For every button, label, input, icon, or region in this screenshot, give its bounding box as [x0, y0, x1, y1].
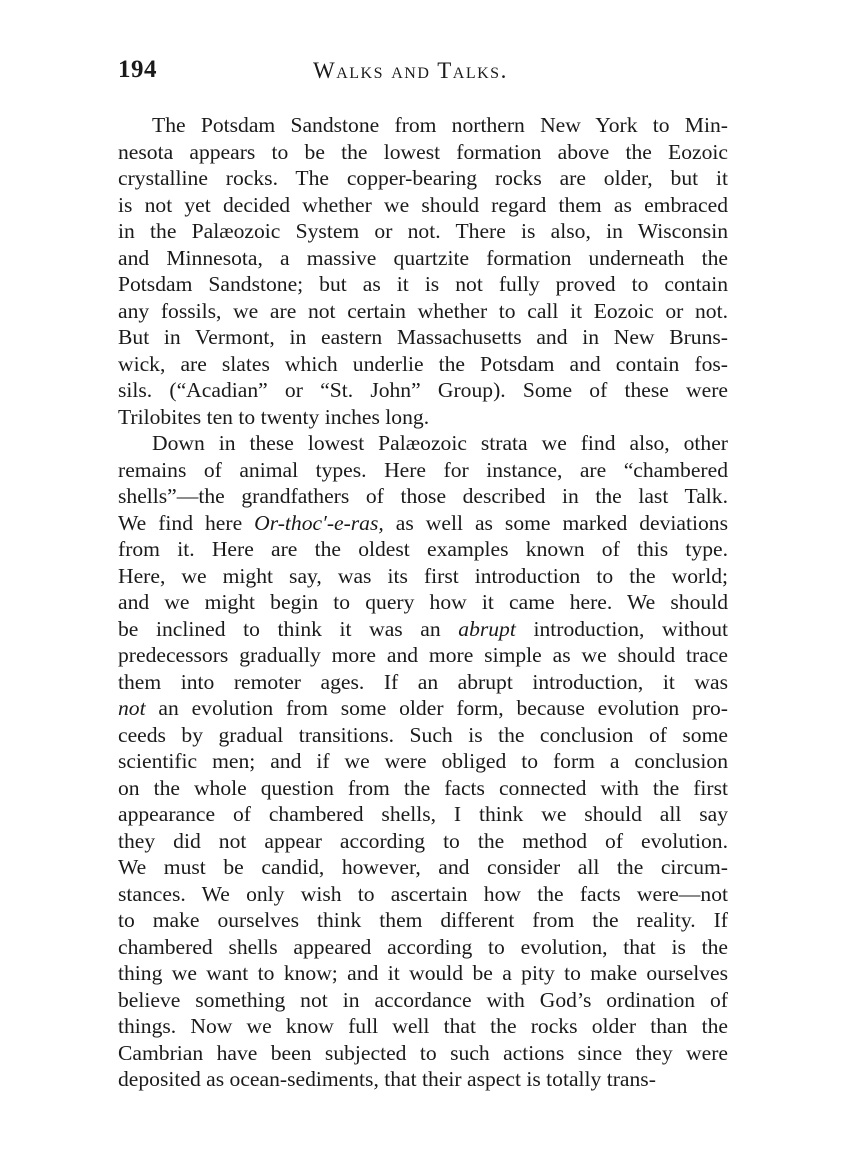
- text-line: from it. Here are the oldest examples known of this type.: [118, 537, 728, 561]
- text-line: sils. (“Acadian” or “St. John” Group). Some of these were: [118, 378, 728, 402]
- text-line: Here, we might say, was its first introduction to the world;: [118, 563, 728, 588]
- text-line: [118, 695, 728, 722]
- text-run: as well as some marked deviations: [383, 510, 728, 535]
- text-line: appearance of chambered shells, I think we should all say: [118, 802, 728, 826]
- page-number: 194: [118, 56, 157, 83]
- text-line: they did not appear according to the method of evolution.: [118, 828, 728, 853]
- paragraph: [118, 112, 728, 430]
- text-line: is not yet decided whether we should regard them as embraced: [118, 192, 728, 217]
- text-line: shells”—the grandfathers of those described in the last Talk.: [118, 484, 728, 508]
- paragraph: [118, 430, 728, 1093]
- italic-text: Or-thoc′-e-ras,: [254, 510, 384, 535]
- text-line: scientific men; and if we were obliged to form a conclusion: [118, 749, 728, 773]
- text-line: stances. We only wish to ascertain how the facts were—not: [118, 881, 728, 906]
- text-line: things. Now we know full well that the rocks older than the: [118, 1014, 728, 1038]
- text-line: chambered shells appeared according to evolution, that is the: [118, 934, 728, 959]
- text-line: believe something not in accordance with God’s ordination of: [118, 987, 728, 1012]
- text-line: Down in these lowest Palæozoic strata we find also, other: [152, 431, 728, 455]
- text-line: Trilobites ten to twenty inches long.: [118, 404, 430, 429]
- text-line: We must be candid, however, and consider all the circum-: [118, 855, 728, 879]
- running-head: Walks and Talks.: [313, 58, 508, 83]
- text-line: [118, 510, 728, 537]
- text-line: crystalline rocks. The copper-bearing rocks are older, but it: [118, 166, 728, 190]
- body-text: [118, 112, 728, 1093]
- text-line: The Potsdam Sandstone from northern New York to Min-: [152, 113, 728, 137]
- text-line: and Minnesota, a massive quartzite formation underneath the: [118, 245, 728, 270]
- text-line: Potsdam Sandstone; but as it is not fully proved to contain: [118, 272, 728, 296]
- text-run: be inclined to think it was an: [118, 616, 459, 641]
- text-run: introduction, without: [515, 616, 728, 641]
- text-line: deposited as ocean-sediments, that their aspect is totally trans-: [118, 1067, 656, 1091]
- text-line: in the Palæozoic System or not. There is also, in Wisconsin: [118, 219, 728, 243]
- text-line: predecessors gradually more and more simple as we should trace: [118, 643, 728, 667]
- text-line: But in Vermont, in eastern Massachusetts and in New Bruns-: [118, 325, 728, 349]
- text-run: We find here: [118, 510, 255, 535]
- text-line: to make ourselves think them different from the reality. If: [118, 908, 728, 932]
- text-line: and we might begin to query how it came here. We should: [118, 590, 728, 614]
- text-line: wick, are slates which underlie the Potsdam and contain fos-: [118, 351, 728, 376]
- text-line: ceeds by gradual transitions. Such is the conclusion of some: [118, 722, 728, 747]
- text-line: them into remoter ages. If an abrupt introduction, it was: [118, 669, 728, 694]
- text-line: [118, 616, 728, 643]
- text-run: an evolution from some older form, because evolution pro-: [145, 696, 728, 720]
- text-line: any fossils, we are not certain whether to call it Eozoic or not.: [118, 298, 728, 323]
- text-line: Cambrian have been subjected to such actions since they were: [118, 1040, 728, 1065]
- page-header: [118, 56, 730, 92]
- italic-text: abrupt: [458, 616, 516, 641]
- text-line: nesota appears to be the lowest formation above the Eozoic: [118, 139, 728, 164]
- italic-text: not: [118, 696, 146, 720]
- text-line: on the whole question from the facts connected with the first: [118, 775, 728, 800]
- text-line: thing we want to know; and it would be a pity to make ourselves: [118, 961, 728, 985]
- text-line: remains of animal types. Here for instance, are “chambered: [118, 457, 728, 482]
